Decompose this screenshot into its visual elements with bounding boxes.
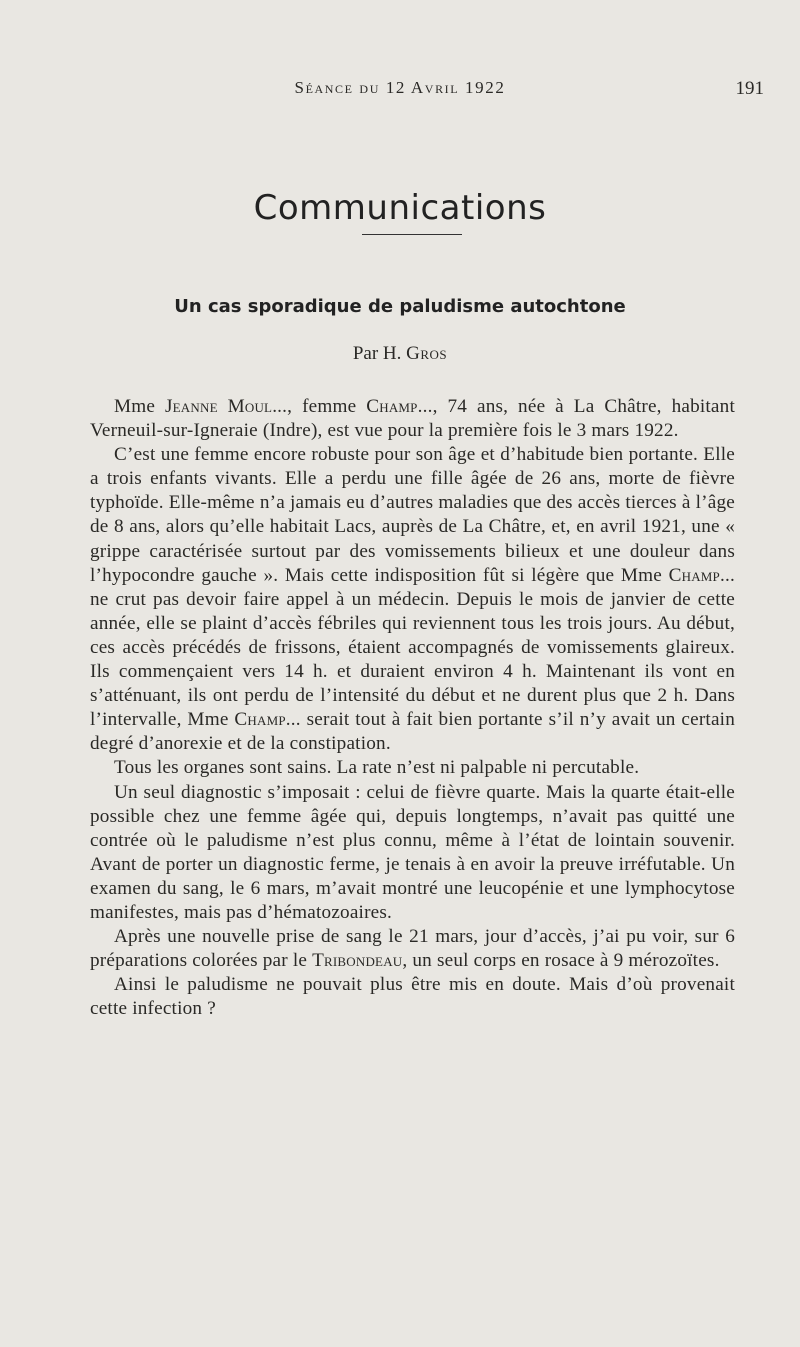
stain-name: Tribondeau (312, 950, 403, 972)
paragraph-5 (90, 925, 735, 973)
page-number: 191 (735, 78, 764, 99)
p5-text-a: Après une nouvelle prise de sang le 21 mars, jour d’accès, j’ai pu voir, sur 6 préparations colorées par le (90, 926, 735, 972)
author-name: Gros (406, 343, 448, 364)
running-title: Séance du 12 Avril 1922 (294, 78, 506, 97)
author-line (0, 343, 800, 365)
p1-text-c: ..., femme (272, 396, 367, 417)
title-rule (362, 234, 462, 235)
paragraph-1 (90, 395, 735, 443)
husband-name: Champ (366, 396, 418, 417)
p2-name-d: Champ (234, 709, 286, 731)
p2-text-a: C’est une femme encore robuste pour son âge et d’habitude bien portante. Elle a trois enfants vivants. Elle a perdu une fille âgée de 26 ans, morte de fièvre typhoïde. Elle-même n’a jamais eu d’autres maladies que des accès tierces à l’âge de 8 ans, alors qu’elle habitait Lacs, auprès de La Châtre, et, en avril 1921, une « grippe caractérisée surtout par des vomissements bilieux et une douleur dans l’hypocondre gauche ». Mais cette indisposition fût si légère que Mme (90, 444, 735, 586)
paragraph-6: Ainsi le paludisme ne pouvait plus être mis en doute. Mais d’où provenait cette infection ? (90, 974, 735, 1020)
paragraph-4: Un seul diagnostic s’imposait : celui de fièvre quarte. Mais la quarte était-elle possible chez une femme âgée qui, depuis longtemps, n’avait pas quitté une contrée où le paludisme n’est plus connu, même à l’état de lointain souvenir. Avant de porter un diagnostic ferme, je tenais à en avoir la preuve irréfutable. Un examen du sang, le 6 mars, m’avait montré une leucopénie et une lymphocytose manifestes, mais pas d’hématozoaires. (90, 781, 735, 923)
p1-text-a: Mme (114, 396, 165, 417)
p5-text-c: , un seul corps en rosace à 9 mérozoïtes. (402, 950, 720, 972)
p2-name-b: Champ (668, 564, 720, 586)
patient-name: Jeanne Moul (165, 396, 273, 417)
article-title: Un cas sporadique de paludisme autochtone (174, 296, 626, 317)
p2-text-e: ... serait tout à fait bien portante s’il n’y avait un certain degré d’anorexie et de la constipation. (90, 709, 735, 755)
author-initial: H. (382, 343, 402, 364)
p1-text-e: ..., 74 ans, née à La Châtre, habitant Verneuil-sur-Igneraie (Indre), est vue pour la première fois le 3 mars 1922. (90, 396, 735, 442)
paragraph-2 (90, 443, 735, 756)
author-prefix: Par (352, 343, 379, 364)
article-body (90, 395, 735, 1021)
section-title: Communications (253, 187, 547, 228)
paragraph-3: Tous les organes sont sains. La rate n’est ni palpable ni percutable. (114, 757, 640, 779)
running-head (0, 78, 800, 102)
p2-text-c: ... ne crut pas devoir faire appel à un médecin. Depuis le mois de janvier de cette année, elle se plaint d’accès fébriles qui reviennent tous les trois jours. Au début, ces accès précédés de frissons, étaient accompagnés de vomissements glaireux. Ils commençaient vers 14 h. et duraient environ 4 h. Maintenant ils vont en s’atténuant, ils ont perdu de l’intensité du début et ne durent plus que 2 h. Dans l’intervalle, Mme (90, 564, 735, 731)
